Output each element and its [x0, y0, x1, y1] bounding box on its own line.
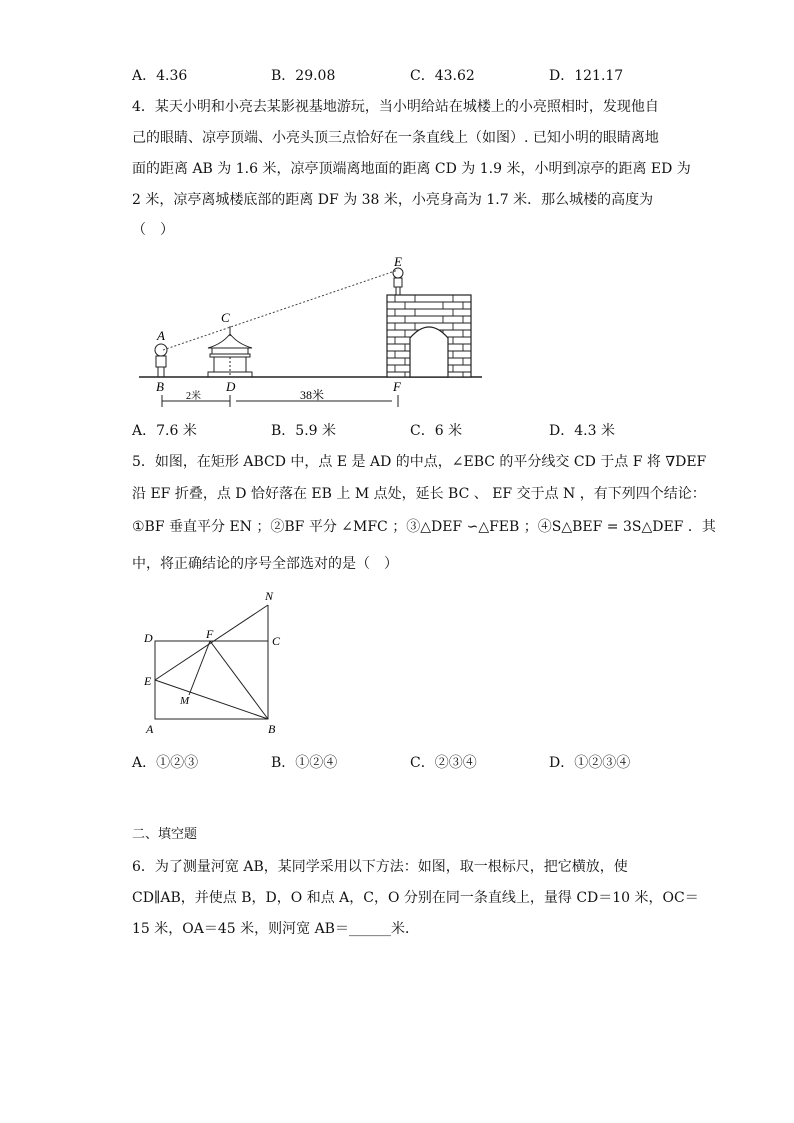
q4-option-c[interactable]: C．6 米 [410, 423, 463, 439]
q5-label-a: A [146, 722, 154, 736]
q4-text-line: （ ） [132, 222, 174, 238]
q4-text-line: 4．某天小明和小亮去某影视基地游玩，当小明给站在城楼上的小亮照相时，发现他自 [132, 99, 659, 115]
q5-text-line: ①BF 垂直平分 EN ；②BF 平分 ∠MFC ；③△DEF ∽△FEB ；④S△BEF = 3S△DEF ．其 [132, 519, 716, 535]
q5-label-f: F [206, 627, 214, 641]
q4-label-c: C [221, 310, 230, 325]
q5-label-m: M [180, 695, 190, 707]
q4-text-line: 面的距离 AB 为 1.6 米，凉亭顶端离地面的距离 CD 为 1.9 米，小明到凉亭的距离 ED 为 [132, 161, 691, 177]
sight-line [163, 270, 398, 350]
q5-option-c[interactable]: C．②③④ [410, 755, 477, 771]
q4-label-f: F [393, 379, 401, 394]
q5-option-a[interactable]: A．①②③ [132, 755, 199, 771]
q4-dim-bd: 2米 [186, 391, 201, 402]
q4-dim-df: 38米 [300, 388, 325, 402]
q3-option-d[interactable]: D．121.17 [549, 68, 624, 84]
person-on-tower [393, 268, 403, 295]
castle-tower [387, 295, 471, 377]
q3-option-b[interactable]: B．29.08 [271, 68, 336, 84]
q5-label-n: N [265, 589, 274, 603]
q4-text-line: 己的眼睛、凉亭顶端、小亮头顶三点恰好在一条直线上（如图）. 已知小明的眼睛离地 [132, 130, 659, 146]
q4-option-a[interactable]: A．7.6 米 [132, 423, 197, 439]
q6-text-line: CD∥AB，并使点 B，D，O 和点 A，C，O 分别在同一条直线上，量得 CD＝10 米，OC＝ [132, 890, 699, 906]
q5-text-line: 中，将正确结论的序号全部选对的是（ ） [132, 556, 398, 572]
q6-text-line: 15 米，OA＝45 米，则河宽 AB＝______米． [132, 921, 419, 937]
q4-label-a: A [157, 328, 165, 343]
q4-label-b: B [156, 379, 164, 394]
pavilion [208, 326, 252, 377]
q5-option-d[interactable]: D．①②③④ [549, 755, 631, 771]
q5-label-d: D [144, 631, 153, 645]
person-ab [155, 344, 167, 377]
q3-option-c[interactable]: C．43.62 [410, 68, 475, 84]
q5-option-b[interactable]: B．①②④ [271, 755, 338, 771]
q4-text-line: 2 米，凉亭离城楼底部的距离 DF 为 38 米，小亮身高为 1.7 米．那么城楼的高度为 [132, 192, 654, 208]
q6-text-line: 6．为了测量河宽 AB，某同学采用以下方法：如图，取一根标尺，把它横放，使 [132, 859, 628, 875]
q4-option-b[interactable]: B．5.9 米 [271, 423, 337, 439]
q5-label-e: E [144, 674, 152, 688]
q5-figure [155, 605, 268, 719]
q5-text-line: 5．如图，在矩形 ABCD 中，点 E 是 AD 的中点，∠EBC 的平分线交 CD 于点 F 将 ∇DEF [132, 454, 707, 470]
section-title: 二、填空题 [132, 827, 198, 842]
q4-option-d[interactable]: D．4.3 米 [549, 423, 615, 439]
q5-label-c: C [272, 634, 281, 648]
q5-text-line: 沿 EF 折叠，点 D 恰好落在 EB 上 M 点处，延长 BC 、 EF 交于点 N ，有下列四个结论： [132, 486, 706, 502]
q4-label-e: E [394, 254, 402, 269]
q3-option-a[interactable]: A．4.36 [132, 68, 188, 84]
q5-label-b: B [268, 722, 276, 736]
q4-label-d: D [226, 379, 236, 394]
